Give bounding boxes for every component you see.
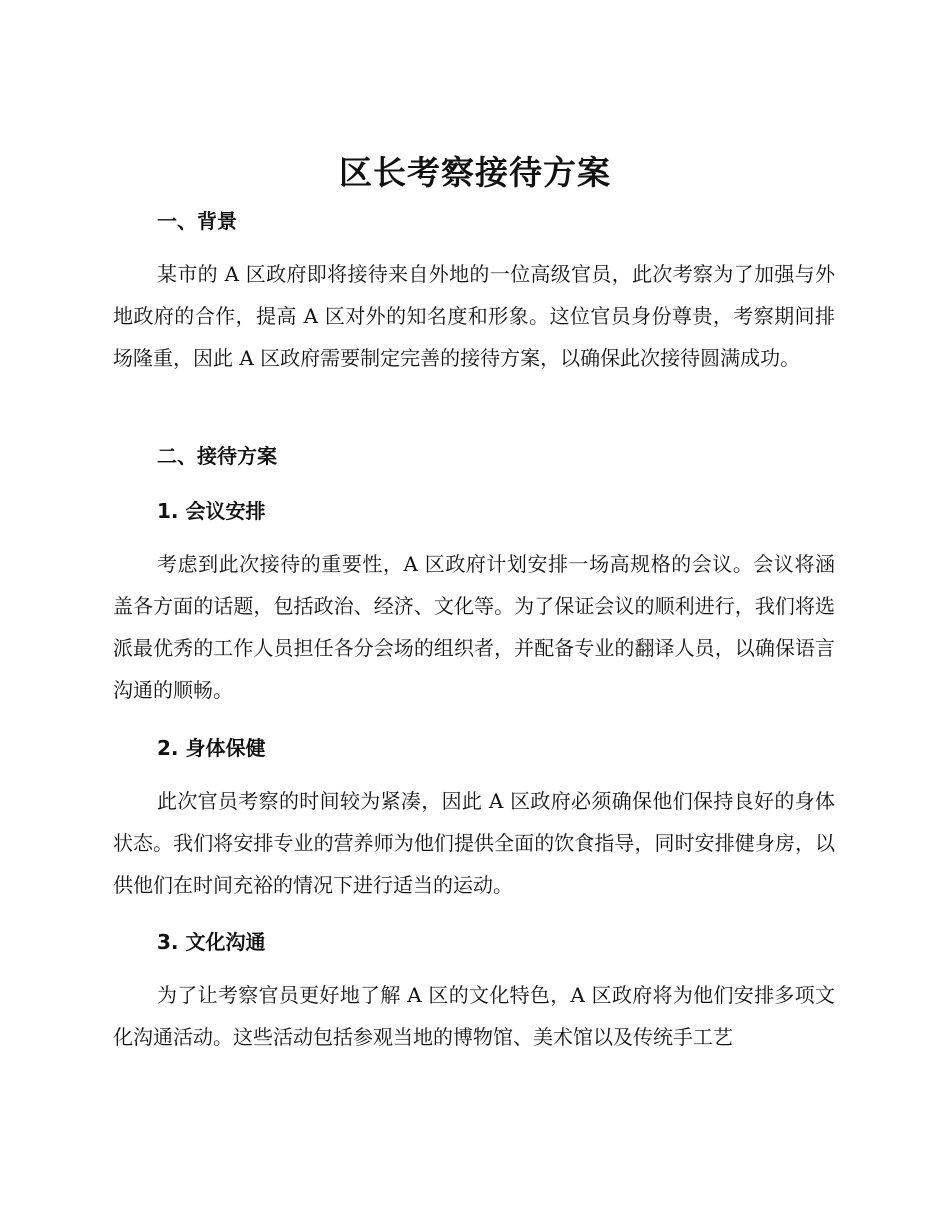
document-title: 区长考察接待方案 — [339, 153, 611, 192]
subsection-heading-culture: 3. 文化沟通 — [157, 930, 266, 954]
section-heading-reception-plan: 二、接待方案 — [157, 444, 277, 468]
paragraph-meeting: 考虑到此次接待的重要性，A 区政府计划安排一场高规格的会议。会议将涵盖各方面的话题，包括政治、经济、文化等。为了保证会议的顺利进行，我们将选派最优秀的工作人员担任各分会场的组织者，并配备专业的翻译人员，以确保语言沟通的顺畅。 — [113, 552, 835, 702]
paragraph-health: 此次官员考察的时间较为紧凑，因此 A 区政府必须确保他们保持良好的身体状态。我们将安排专业的营养师为他们提供全面的饮食指导，同时安排健身房，以供他们在时间充裕的情况下进行适当的运动。 — [113, 789, 835, 897]
paragraph-background: 某市的 A 区政府即将接待来自外地的一位高级官员，此次考察为了加强与外地政府的合作，提高 A 区对外的知名度和形象。这位官员身份尊贵，考察期间排场隆重，因此 A 区政府需要制定完善的接待方案，以确保此次接待圆满成功。 — [113, 262, 835, 370]
paragraph-culture: 为了让考察官员更好地了解 A 区的文化特色，A 区政府将为他们安排多项文化沟通活动。这些活动包括参观当地的博物馆、美术馆以及传统手工艺 — [113, 983, 835, 1049]
section-heading-background: 一、背景 — [157, 209, 237, 233]
subsection-heading-meeting: 1. 会议安排 — [157, 499, 266, 523]
subsection-heading-health: 2. 身体保健 — [157, 736, 266, 760]
